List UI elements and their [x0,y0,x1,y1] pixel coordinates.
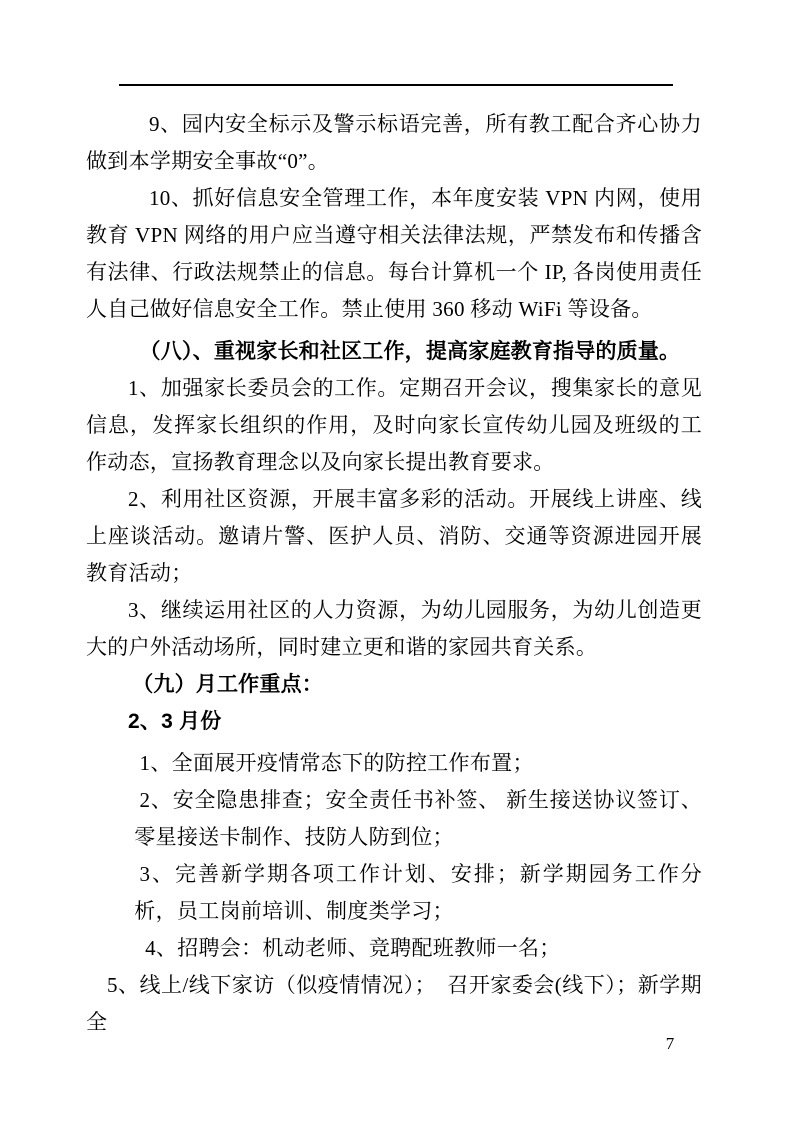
header-rule [119,84,673,86]
subheading-march: 2、3 月份 [128,710,222,733]
paragraph-info-security: 10、抓好信息安全管理工作，本年度安装 VPN 内网，使用教育 VPN 网络的用户应当遵守相关法律法规，严禁发布和传播含有法律、行政法规禁止的信息。每台计算机一个 IP, 各岗使用责任人自己做好信息安全工作。禁止使用 360 移动 WiFi 等设备。 [86,186,702,321]
document-body [86,106,702,1041]
section-heading-monthly-focus: （九）月工作重点： [132,673,323,696]
list-item-work-plans: 3、完善新学期各项工作计划、安排；新学期园务工作分析，员工岗前培训、制度类学习； [134,862,702,923]
list-item-home-visits: 5、线上/线下家访（似疫情情况）； 召开家委会(线下）；新学期全 [86,973,702,1034]
list-item-recruitment: 4、招聘会：机动老师、竞聘配班教师一名； [139,936,561,960]
paragraph-community-resources: 2、利用社区资源，开展丰富多彩的活动。开展线上讲座、线上座谈活动。邀请片警、医护人员、消防、交通等资源进园开展教育活动； [86,487,702,585]
section-heading-parents-community: （八）、重视家长和社区工作，提高家庭教育指导的质量。 [139,340,681,363]
list-item-safety-checks: 2、安全隐患排查；安全责任书补签、 新生接送协议签订、零星接送卡制作、技防人防到位； [134,788,702,849]
list-item-epidemic-control: 1、全面展开疫情常态下的防控工作布置； [139,751,534,775]
paragraph-community-manpower: 3、继续运用社区的人力资源，为幼儿园服务，为幼儿创造更大的户外活动场所，同时建立更和谐的家园共育关系。 [86,598,702,659]
page-number: 7 [665,1034,675,1053]
paragraph-parent-committee: 1、加强家长委员会的工作。定期召开会议，搜集家长的意见信息，发挥家长组织的作用，及时向家长宣传幼儿园及班级的工作动态，宣扬教育理念以及向家长提出教育要求。 [86,376,702,474]
paragraph-safety-signs: 9、园内安全标示及警示标语完善，所有教工配合齐心协力做到本学期安全事故“0”。 [86,112,702,173]
